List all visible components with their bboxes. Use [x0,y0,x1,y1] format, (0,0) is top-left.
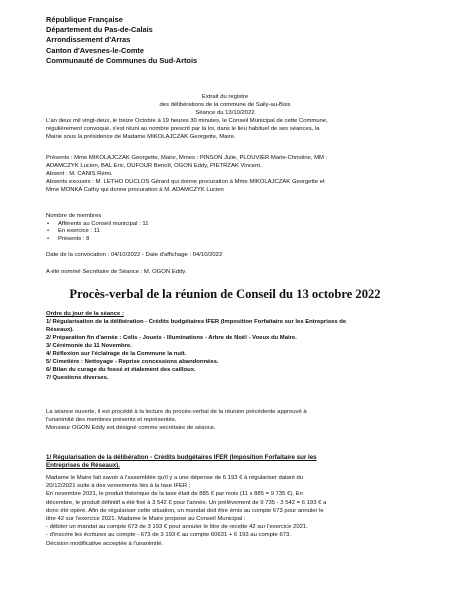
extract-line: des délibérations de la commune de Saily-au-Bois [159,102,291,108]
bullet-icon: • [47,228,50,235]
members-item-text: Afférents au Conseil municipal : 11 [58,220,149,227]
dates-line: Date de la convocation : 04/10/2022 - Date d'affichage : 04/10/2022 [46,252,223,258]
agenda-item: 4/ Réflexion sur l'éclairage de la Commune la nuit. [46,351,187,357]
body-line: En novembre 2021, le produit théorique de la taxe était de 885 € par mois (11 x 885 = 9 735 €). En [46,491,303,498]
letterhead-line: Communauté de Communes du Sud-Artois [46,55,198,65]
body-line: - débiter un mandat au compte 673 de 3 193 € pour annuler le titre de recette 42 sur l'exercice 2021. [46,524,308,531]
members-item-text: Présents : 8 [58,235,90,242]
attendance-line: Absents excusés : M. LETHO DUCLOS Gérard qui donne procuration à Mme MIKOLAJCZAK Georgette et [46,178,325,185]
opening-line: Monsieur OGON Eddy est désigné comme secrétaire de séance. [46,424,216,431]
extract-line: Séance du 13/10/2022 [195,110,255,116]
list-item [46,236,148,244]
attendance-line: Mme MONKA Cathy qui donne procuration à M. ADAMCZYK Lucien [46,186,224,193]
letterhead-line: Département du Pas-de-Calais [46,25,153,35]
agenda-item: 6/ Bilan du curage du fossé et étalement des cailloux. [46,367,196,373]
members-list [46,213,148,243]
attendance-paragraph [46,155,410,195]
intro-line: régulièrement convoqué, s'est réuni au nombre prescrit par la loi, dans le lieu habituel de ses séances, la [46,125,320,132]
opening-paragraph [46,409,410,433]
letterhead-line: Arrondissement d'Arras [46,35,131,45]
agenda [46,310,410,382]
section-heading [46,454,410,470]
intro-line: Mairie sous la présidence de Madame MIKOLAJCZAK Georgette, Maire. [46,133,236,140]
bullet-icon: • [47,220,50,227]
intro-line: L'an deux mil vingt-deux, le treize Octobre à 19 heures 30 minutes, le Conseil Municipal de cette Commune, [46,118,328,124]
attendance-line: Présents : Mme MIKOLAJCZAK Georgette, Maire, Mmes : PINSON Julie, PLOUVIER Marie-Christine, MM : [46,155,328,161]
body-line: titre 42 sur l'exercice 2021. Madame le Maire propose au Conseil Municipal : [46,516,246,523]
body-line: - d'inscrire les écritures au compte - 673 de 3 193 € au compte 60631 + 6 193 au compte 673. [46,532,291,539]
attendance-line: Absent : M. CANIS Rémi. [46,170,113,177]
body-line: Madame le Maire fait savoir à l'assemblée qu'il y a une dépense de 6 193 € à régulariser datant du [46,475,304,481]
list-item [46,221,148,229]
extract-line: Extrait du registre [201,94,249,100]
agenda-item: 1/ Régularisation de la délibération - Crédits budgétaires IFER (Imposition Forfaitaire sur les Entreprises de [46,319,347,325]
opening-line: l'unanimité des membres présents et représentés. [46,416,177,423]
section-body [46,474,410,548]
letterhead-line: République Française [46,15,123,24]
body-line: décembre, le produit définitif a été fixé à 3 542 € pour l'année. Un prélèvement de 9 735 - 3 542 = 6 193 € a [46,499,327,506]
list-item [46,228,148,236]
secretary-line: A été nommé Secrétaire de Séance : M. OGON Eddy. [46,269,187,275]
attendance-line: ADAMCZYK Lucien, BAL Eric, DUFOUR Benoît, OGON Eddy, PIETRZAK Vincent. [46,162,262,169]
page-title: Procès-verbal de la réunion de Conseil du 13 octobre 2022 [69,287,381,301]
body-line: donc été opéré. Afin de régulariser cette situation, un mandat doit être émis au compte 673 pour annuler le [46,507,324,514]
letterhead [46,15,376,66]
section-heading-line: Entreprises de Réseaux). [46,462,120,470]
intro-paragraph [46,118,410,142]
body-line: 20/12/2021 suite à des versements liés à la taxe IFER ; [46,483,191,490]
opening-line: La séance ouverte, il est procédé à la lecture du procès-verbal de la réunion précédente approuvé à [46,409,307,415]
body-line: Décision modificative acceptée à l'unanimité. [46,540,164,547]
agenda-item: 2/ Préparation fin d'année : Colis - Jouets - Illuminations - Arbre de Noël - Voeux du Maire. [46,335,297,341]
section-heading-line: 1/ Régularisation de la délibération - Crédits budgétaires IFER (Imposition Forfaitaire sur les [46,454,317,461]
agenda-item: 7/ Questions diverses. [46,375,109,381]
agenda-item: 3/ Cérémonie du 11 Novembre. [46,343,132,349]
agenda-heading: Ordre du jour de la séance : [46,311,124,317]
letterhead-line: Canton d'Avesnes-le-Comte [46,45,144,55]
members-item-text: En exercice : 11 [58,228,100,235]
agenda-item: Réseaux). [46,327,74,333]
members-heading: Nombre de membres [46,213,102,219]
bullet-icon: • [47,235,50,242]
agenda-item: 5/ Cimetière : Nettoyage - Reprise concessions abandonnées. [46,359,219,365]
